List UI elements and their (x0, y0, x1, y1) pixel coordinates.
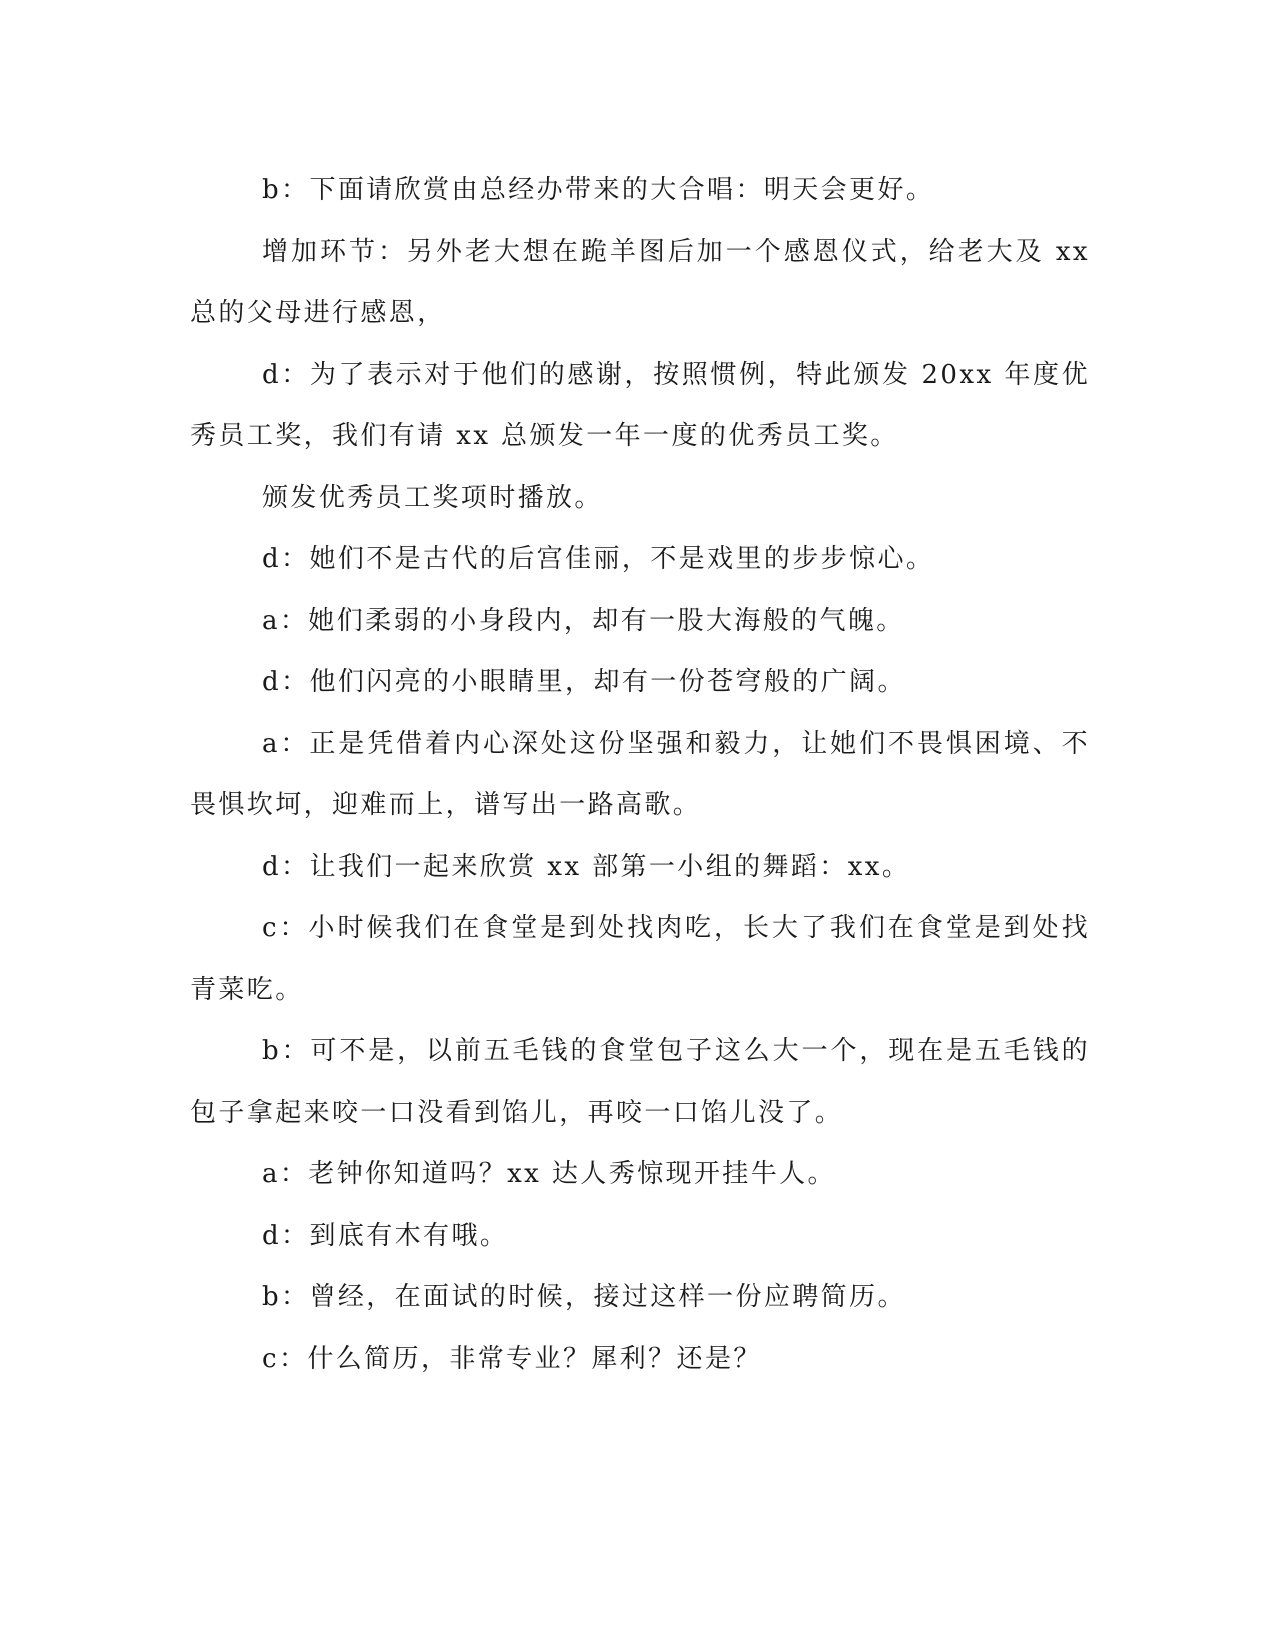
paragraph: c：什么简历，非常专业？犀利？还是？ (262, 1343, 762, 1374)
paragraph: d：为了表示对于他们的感谢，按照惯例，特此颁发 20xx 年度优秀员工奖，我们有请 xx 总颁发一年一度的优秀员工奖。 (190, 359, 1090, 451)
paragraph: 颁发优秀员工奖项时播放。 (262, 482, 603, 513)
paragraph: d：到底有木有哦。 (262, 1220, 509, 1251)
paragraph: a：正是凭借着内心深处这份坚强和毅力，让她们不畏惧困境、不畏惧坎坷，迎难而上，谱写出一路高歌。 (190, 728, 1090, 820)
paragraph: c：小时候我们在食堂是到处找肉吃，长大了我们在食堂是到处找青菜吃。 (190, 913, 1090, 1005)
document-body (190, 160, 1090, 1390)
paragraph: b：可不是，以前五毛钱的食堂包子这么大一个，现在是五毛钱的包子拿起来咬一口没看到馅儿，再咬一口馅儿没了。 (190, 1036, 1090, 1128)
paragraph: b：下面请欣赏由总经办带来的大合唱：明天会更好。 (262, 175, 935, 205)
paragraph: d：她们不是古代的后宫佳丽，不是戏里的步步惊心。 (262, 544, 935, 574)
paragraph: b：曾经，在面试的时候，接过这样一份应聘简历。 (262, 1282, 906, 1312)
paragraph: a：她们柔弱的小身段内，却有一股大海般的气魄。 (262, 605, 905, 636)
paragraph: d：让我们一起来欣赏 xx 部第一小组的舞蹈：xx。 (262, 851, 911, 882)
paragraph: a：老钟你知道吗？xx 达人秀惊现开挂牛人。 (262, 1159, 836, 1189)
paragraph: 增加环节：另外老大想在跪羊图后加一个感恩仪式，给老大及 xx 总的父母进行感恩， (190, 236, 1090, 328)
paragraph: d：他们闪亮的小眼睛里，却有一份苍穹般的广阔。 (262, 667, 906, 697)
